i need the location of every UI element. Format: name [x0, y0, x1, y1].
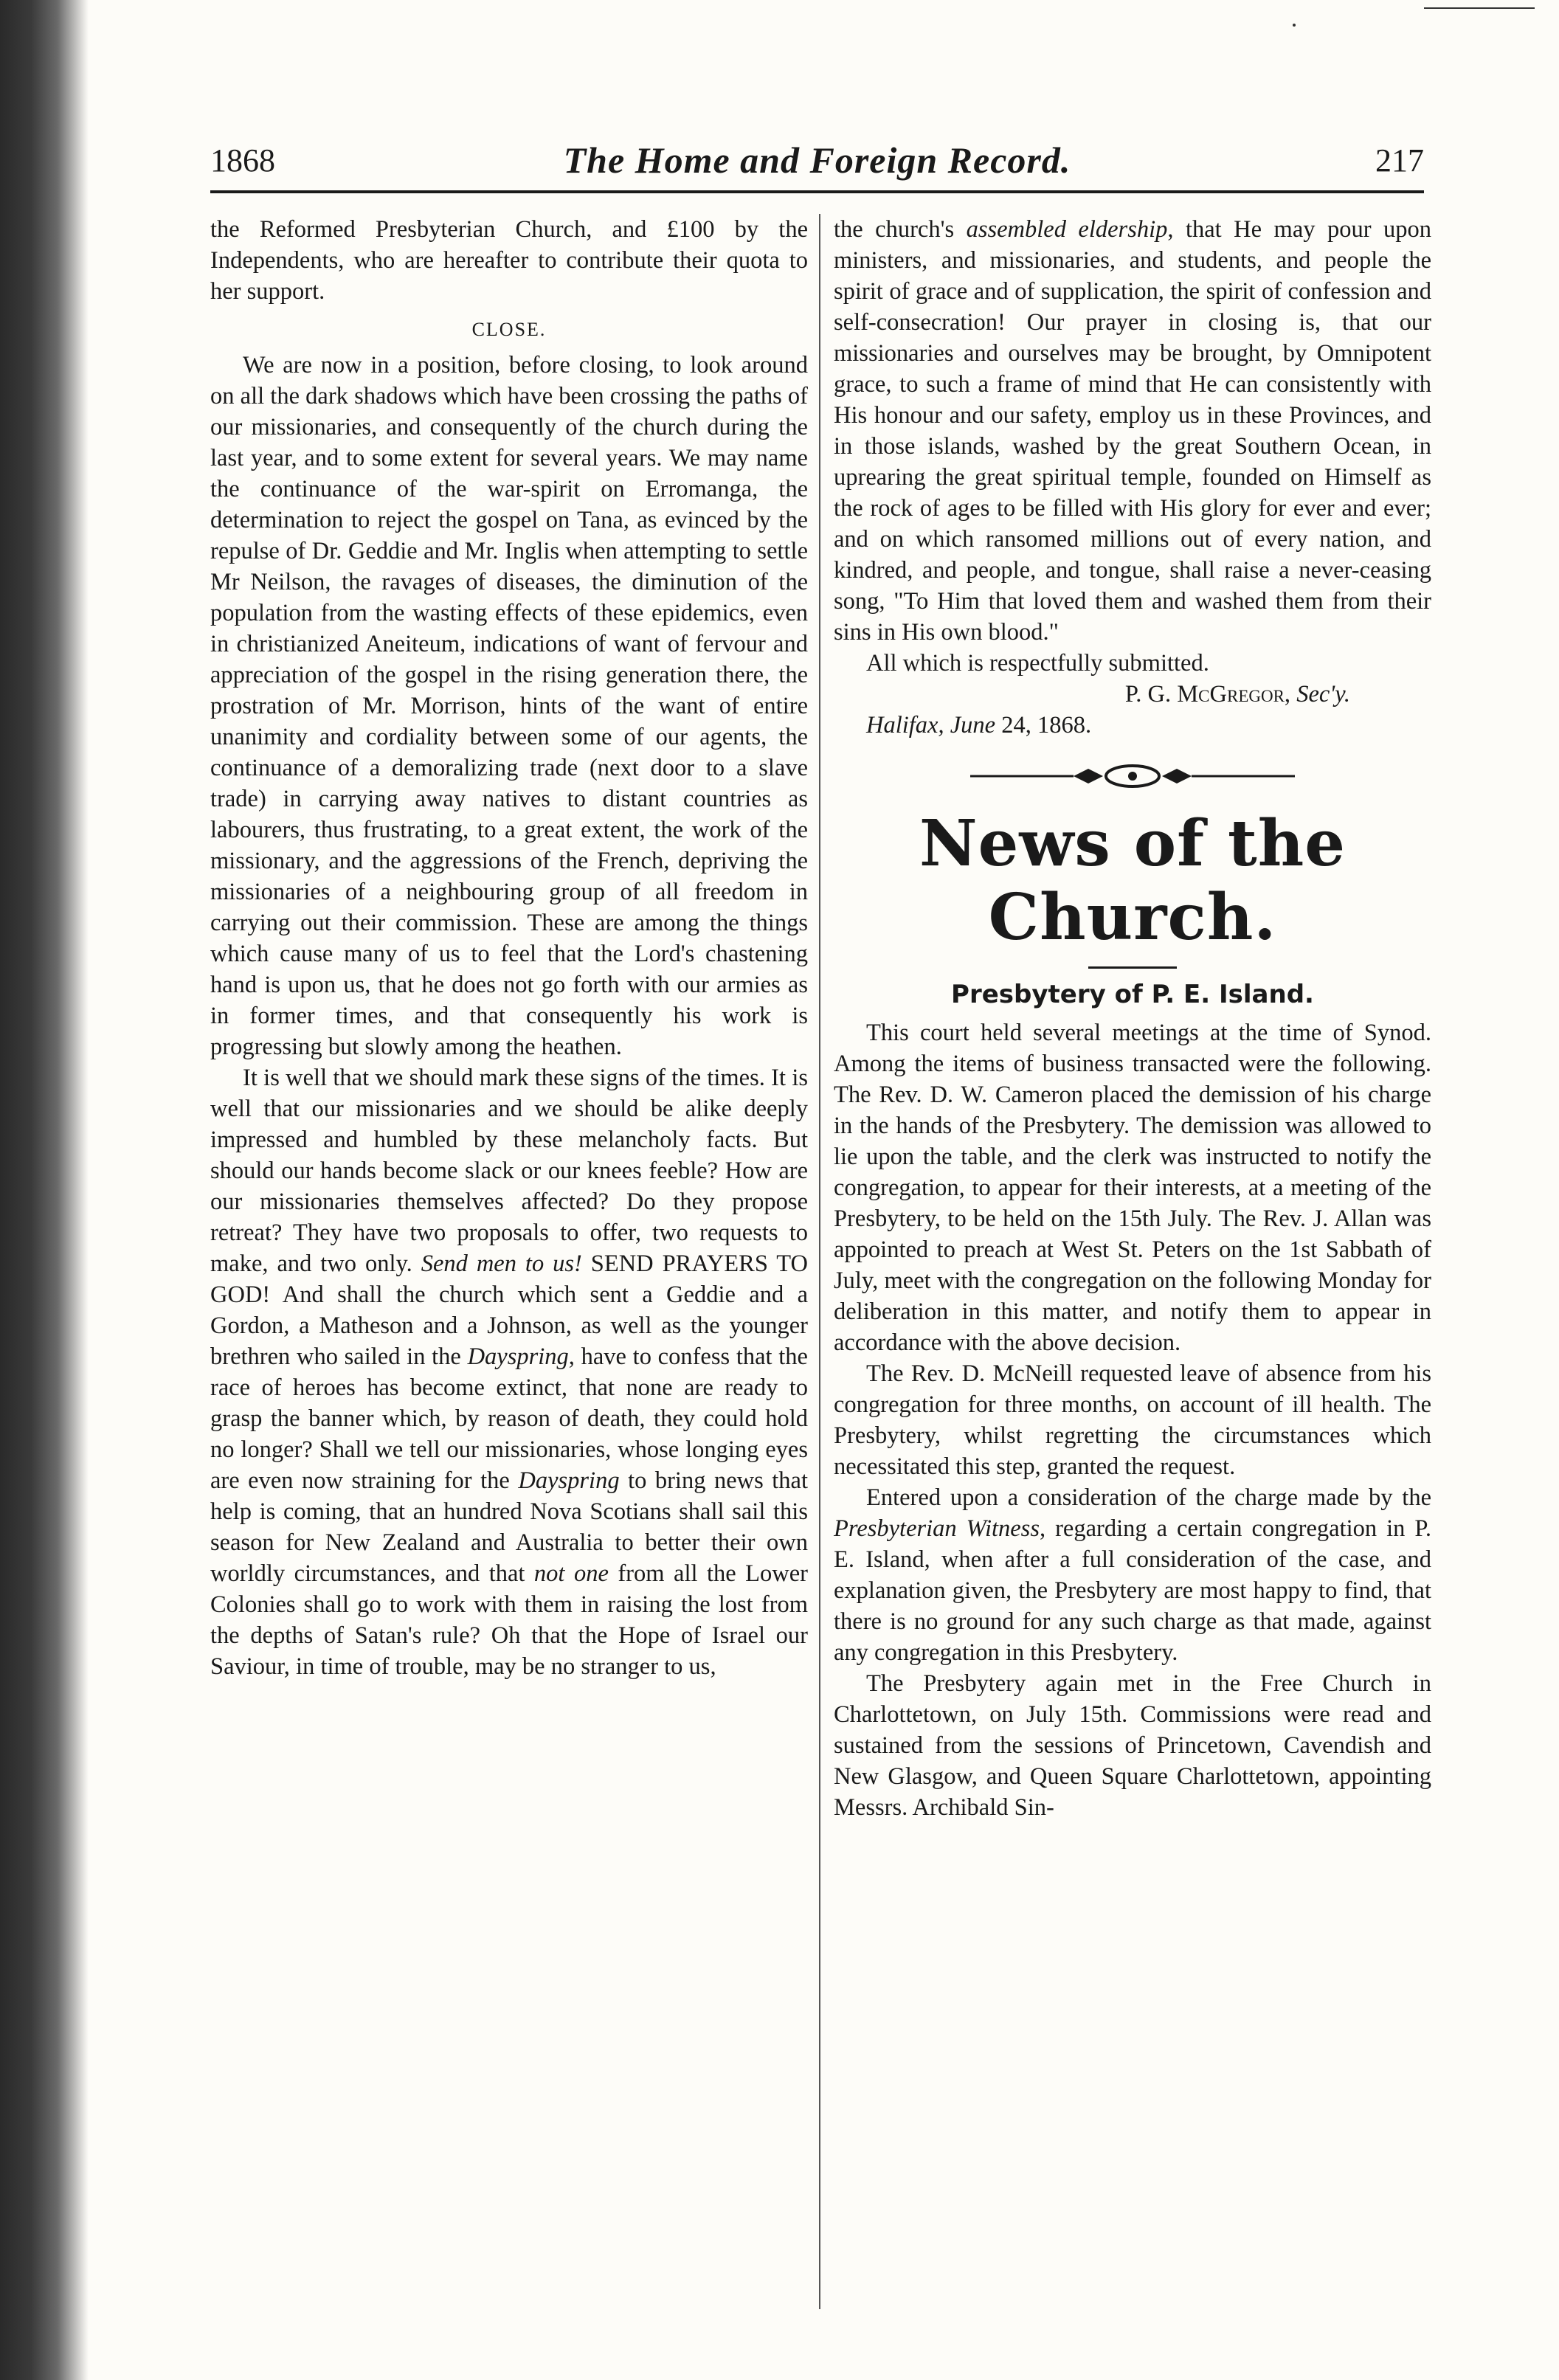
ship-name: Dayspring — [518, 1467, 620, 1494]
text-run: from all the Lower Colonies shall go to work with them in raising the lost from the depths of Satan's rule? Oh that the Hope of Israel our Saviour, in time of trouble, may be no stranger to us, — [210, 1560, 809, 1680]
text-run: the church's — [834, 216, 967, 243]
right-paragraph-5 — [834, 1482, 1431, 1668]
smallcaps-text: SEND PRAYERS TO GOD! — [210, 1250, 808, 1308]
text-run: , have to confess that the race of heroes has become extinct, that none are ready to grasp the banner which, by reason of death, they could hold no longer? Shall we tell our missionaries, whose longing eyes are even now straining for the — [210, 1343, 808, 1494]
right-paragraph-6: The Presbytery again met in the Free Church in Charlottetown, on July 15th. Commissions were read and sustained from the sessions of Princetown, Cavendish and New Glasgow, and Queen Square Charlottetown, appointing Messrs. Archibald Sin- — [834, 1670, 1431, 1821]
close-heading: CLOSE. — [471, 319, 547, 340]
corner-mark — [1293, 24, 1296, 27]
dateline-date: 24, 1868. — [995, 712, 1092, 738]
closing-line: All which is respectfully submitted. — [866, 650, 1209, 677]
emphasis-text: Send men to us! — [421, 1250, 582, 1277]
header-title: The Home and Foreign Record. — [563, 139, 1071, 181]
emphasis-text: not one — [533, 1560, 609, 1587]
left-paragraph-1: the Reformed Presbyterian Church, and £100 by the Independents, who are hereafter to contribute their quota to her support. — [210, 216, 808, 305]
signature-name: P. G. McGregor, — [1124, 681, 1291, 708]
column-divider — [819, 214, 820, 2309]
text-run: , that He may pour upon ministers, and missionaries, and students, and people the spirit of grace and of supplication, the spirit of confession and self-consecration! Our prayer in closing is, that our missionaries and ourselves may be brought, by Omnipotent grace, to such a frame of mind that He can consistently with His honour and our safety, employ us in these Provinces, and in those islands, washed by the great Southern Ocean, in uprearing the great spiritual temple, founded on Himself as the rock of ages to be filled with His glory for ever and ever; and on which ransomed millions out of every nation, and kindred, and people, and tongue, shall raise a never-ceasing song, "To Him that loved them and washed them from their sins in His own blood." — [834, 216, 1431, 646]
emphasis-text: assembled eldership — [966, 216, 1168, 243]
ornament-divider — [970, 760, 1295, 792]
text-run: And shall the church which sent a Geddie and a Gordon, a Matheson and a Johnson, as well as the younger brethren who sailed in the — [210, 1281, 808, 1370]
ship-name: Dayspring — [467, 1343, 569, 1370]
right-paragraph-3: This court held several meetings at the time of Synod. Among the items of business transacted were the following. The Rev. D. W. Cameron placed the demission of his charge in the hands of the Presbytery. The demission was allowed to lie upon the table, and the clerk was instructed to notify the congregation, to appear for their interests, at a meeting of the Presbytery, to be held on the 15th July. The Rev. J. Allan was appointed to preach at West St. Peters on the 1st Sabbath of July, meet with the congregation on the following Monday for deliberation in this matter, and notify them to appear in accordance with the above decision. — [834, 1020, 1431, 1356]
corner-rule — [1424, 7, 1535, 9]
dateline-place: Halifax, June — [866, 712, 996, 738]
text-run: , regarding a certain congregation in P. E. Island, when after a full consideration of the case, and explanation given, the Presbytery are most happy to find, that there is no ground for any such charge as that made, against any congregation in this Presbytery. — [834, 1515, 1431, 1666]
dateline — [834, 710, 1431, 741]
left-paragraph-3 — [210, 1062, 808, 1682]
page-binding-shadow — [0, 0, 89, 2380]
publication-name: Presbyterian Witness — [834, 1515, 1040, 1542]
page-number: 217 — [1375, 142, 1424, 179]
text-run: Entered upon a consideration of the charge made by the — [866, 1484, 1431, 1511]
right-paragraph-1 — [834, 214, 1431, 648]
signature — [834, 679, 1431, 710]
subsection-heading: Presbytery of P. E. Island. — [951, 980, 1314, 1009]
running-header — [210, 139, 1424, 193]
header-year: 1868 — [210, 142, 275, 179]
right-paragraph-4: The Rev. D. McNeill requested leave of absence from his congregation for three months, on account of ill health. The Presbytery, whilst regretting the circumstances which necessitated this step, granted the request. — [834, 1360, 1431, 1480]
text-run: It is well that we should mark these signs of the times. It is well that our missionaries and we should be alike deeply impressed and humbled by these melancholy facts. But should our hands become slack or our knees feeble? How are our missionaries themselves affected? Do they propose retreat? They have two proposals to offer, two requests to make, and two only. — [210, 1065, 808, 1277]
right-column — [834, 214, 1431, 1823]
title-rule — [1088, 966, 1177, 969]
text-run: to bring news that help is coming, that an hundred Nova Scotians shall sail this season for New Zealand and Australia to better their own worldly circumstances, and that — [210, 1467, 808, 1587]
section-title: News of the Church. — [919, 806, 1346, 955]
signature-title: Sec'y. — [1296, 681, 1350, 708]
left-paragraph-2: We are now in a position, before closing, to look around on all the dark shadows which have been crossing the paths of our missionaries, and consequently of the church during the last year, and to some extent for several years. We may name the continuance of the war-spirit on Erromanga, the determination to reject the gospel on Tana, as evinced by the repulse of Dr. Geddie and Mr. Inglis when attempting to settle Mr Neilson, the ravages of diseases, the diminution of the population from the wasting effects of these epidemics, even in christianized Aneiteum, indications of want of fervour and appreciation of the gospel in the rising generation there, the prostration of Mr. Morrison, hints of the want of entire unanimity and cordiality between some of our agents, the continuance of a demoralizing trade (next door to a slave trade) in carrying away natives to distant countries as labourers, thus frustrating, to a great extent, the work of the missionary, and the aggressions of the French, depriving the missionaries of a neighbouring group of all freedom in carrying out their commission. These are among the things which cause many of us to feel that the Lord's chastening hand is upon us, that he does not go forth with our armies as in former times, and that consequently his work is progressing but slowly among the heathen. — [210, 352, 808, 1060]
left-column — [210, 214, 808, 1682]
